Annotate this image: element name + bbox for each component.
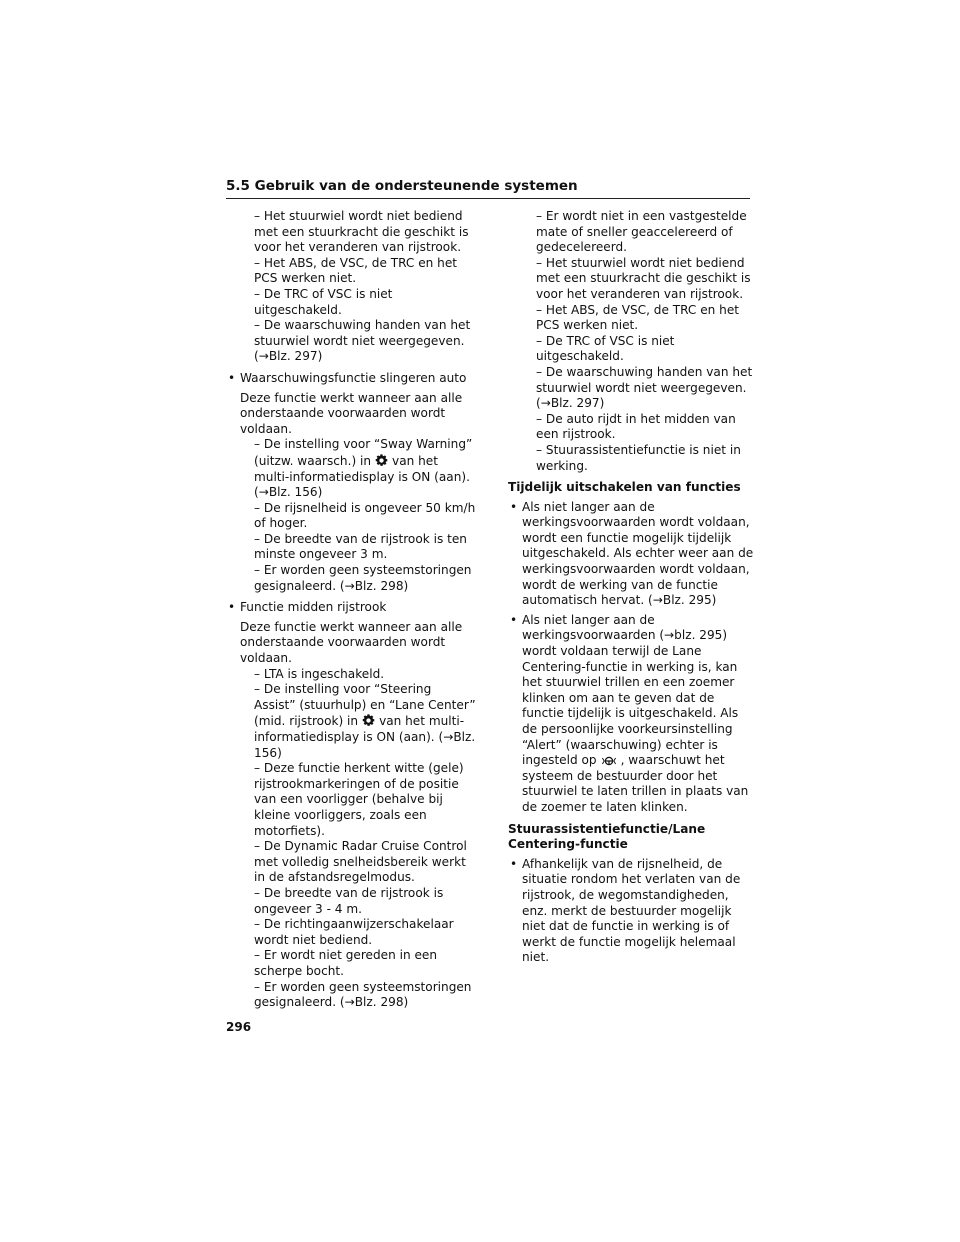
- bullet-item: • Afhankelijk van de rijsnelheid, de situatie rondom het verlaten van de rijstrook, de wegomstandigheden, enz. merkt de bestuurder mogelijk niet dat de functie in werking is of werkt de functie mogelijk helemaal niet.: [510, 856, 741, 965]
- list-item: – De TRC of VSC is niet uitgeschakeld.: [254, 286, 393, 317]
- list-item: – Er wordt niet in een vastgestelde mate of sneller geaccelereerd of gedecelereerd.: [536, 209, 747, 255]
- gear-icon: [374, 453, 389, 468]
- steering-wheel-vibration-icon: [600, 755, 618, 767]
- list-item: – De waarschuwing handen van het stuurwiel wordt niet weergegeven. (→Blz. 297): [536, 364, 753, 411]
- list-item: – Het stuurwiel wordt niet bediend met een stuurkracht die geschikt is voor het veranderen van rijstrook.: [254, 209, 469, 255]
- bullet-item: • Waarschuwingsfunctie slingeren auto: [228, 370, 467, 385]
- list-item: – Het ABS, de VSC, de TRC en het PCS werken niet.: [536, 302, 740, 333]
- list-item: – De breedte van de rijstrook is ongeveer 3 - 4 m.: [254, 885, 444, 916]
- list-item: – Het ABS, de VSC, de TRC en het PCS werken niet.: [254, 255, 458, 286]
- section-header: 5.5 Gebruik van de ondersteunende systemen: [226, 176, 750, 199]
- list-item: – De richtingaanwijzerschakelaar wordt niet bediend.: [254, 917, 454, 947]
- list-item: – De instelling voor “Steering Assist” (stuurhulp) en “Lane Center” (mid. rijstrook) in van het multi-informatiedisplay is ON (aan). (→Blz. 156): [254, 682, 476, 760]
- list-item: – De Dynamic Radar Cruise Control met volledig snelheidsbereik werkt in de afstandsregelmodus.: [254, 839, 467, 885]
- list-item: – LTA is ingeschakeld.: [254, 666, 385, 681]
- section-heading: Tijdelijk uitschakelen van functies: [508, 480, 741, 495]
- list-item: – De auto rijdt in het midden van een rijstrook.: [536, 411, 736, 442]
- bullet-item: • Als niet langer aan de werkingsvoorwaarden wordt voldaan, wordt een functie mogelijk tijdelijk uitgeschakeld. Als echter weer aan de werkingsvoorwaarden wordt voldaan, wordt de werking van de functie automatisch hervat. (→Blz. 295): [510, 499, 754, 608]
- list-item: – De rijsnelheid is ongeveer 50 km/h of hoger.: [254, 500, 476, 531]
- list-item: – De breedte van de rijstrook is ten minste ongeveer 3 m.: [254, 531, 467, 562]
- list-item: – Stuurassistentiefunctie is niet in werking.: [536, 442, 741, 473]
- list-item: – De instelling voor “Sway Warning” (uitzw. waarsch.) in van het multi-informatiedisplay is ON (aan). (→Blz. 156): [254, 437, 473, 500]
- paragraph: Deze functie werkt wanneer aan alle onderstaande voorwaarden wordt voldaan.: [240, 619, 463, 666]
- list-item: – Er worden geen systeemstoringen gesignaleerd. (→Blz. 298): [254, 979, 472, 1010]
- gear-icon: [361, 713, 376, 728]
- paragraph: Deze functie werkt wanneer aan alle onderstaande voorwaarden wordt voldaan.: [240, 390, 463, 436]
- section-heading: Stuurassistentiefunctie/Lane Centering-functie: [508, 821, 706, 852]
- list-item: – Deze functie herkent witte (gele) rijstrookmarkeringen of de positie van een voorligger (behalve bij kleine voorliggers, zoals een motorfiets).: [254, 761, 464, 838]
- list-item: – Er worden geen systeemstoringen gesignaleerd. (→Blz. 298): [254, 563, 472, 593]
- right-column: [508, 209, 754, 966]
- bullet-item: • Functie midden rijstrook: [228, 600, 387, 615]
- page-number: 296: [226, 1020, 252, 1034]
- list-item: – De waarschuwing handen van het stuurwiel wordt niet weergegeven. (→Blz. 297): [254, 318, 471, 364]
- list-item: – Er wordt niet gereden in een scherpe bocht.: [254, 948, 438, 978]
- left-column: [226, 209, 476, 1011]
- list-item: – De TRC of VSC is niet uitgeschakeld.: [536, 333, 675, 364]
- list-item: – Het stuurwiel wordt niet bediend met een stuurkracht die geschikt is voor het veranderen van rijstrook.: [536, 255, 751, 301]
- bullet-item: • Als niet langer aan de werkingsvoorwaarden (→blz. 295) wordt voldaan terwijl de Lane Centering-functie in werking is, kan het stuurwiel trillen en een zoemer klinken om aan te geven dat de functie tijdelijk is uitgeschakeld. Als de persoonlijke voorkeursinstelling “Alert” (waarschuwing) echter is ingesteld op , waarschuwt het systeem de bestuurder door het stuurwiel te laten trillen in plaats van de zoemer te laten klinken.: [510, 612, 749, 814]
